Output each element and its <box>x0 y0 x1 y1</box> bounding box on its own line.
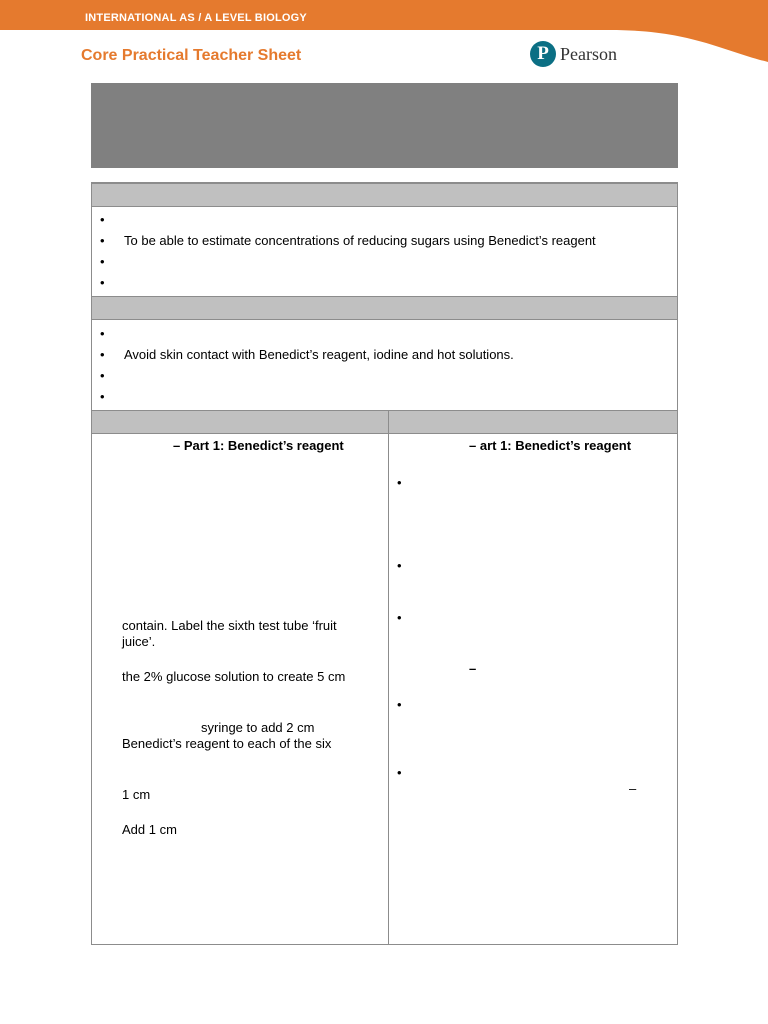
right-dash: – <box>469 661 477 676</box>
publisher-name: Pearson <box>560 44 617 64</box>
right-column-heading: – art 1: Benedict’s reagent <box>469 438 632 453</box>
safety-item <box>92 365 677 386</box>
bullet-marker: • <box>397 610 402 625</box>
sheet-title: Core Practical Teacher Sheet <box>81 47 302 64</box>
objective-item: • To be able to estimate concentrations of reducing sugars using Benedict’s reagent <box>92 230 677 251</box>
left-column-heading: – Part 1: Benedict’s reagent <box>173 438 344 453</box>
objective-item <box>92 209 677 230</box>
safety-list <box>92 323 677 407</box>
objectives-list <box>92 209 677 293</box>
bullet-marker: • <box>397 475 402 490</box>
title-banner <box>91 83 678 168</box>
right-dash: – <box>629 781 637 796</box>
safety-item <box>92 323 677 344</box>
left-step-text: contain. Label the sixth test tube ‘fruit juice’. <box>122 618 337 649</box>
series-title: INTERNATIONAL AS / A LEVEL BIOLOGY <box>85 12 307 24</box>
practical-table <box>91 182 678 945</box>
safety-item <box>92 386 677 407</box>
objectives-header <box>92 183 677 207</box>
objective-item <box>92 272 677 293</box>
safety-header <box>92 296 677 320</box>
pearson-p-icon: P <box>530 41 556 67</box>
safety-item: • Avoid skin contact with Benedict’s reagent, iodine and hot solutions. <box>92 344 677 365</box>
column-divider <box>388 410 389 945</box>
left-step-text: Benedict’s reagent to each of the six <box>122 736 332 751</box>
procedure-header <box>92 410 677 434</box>
objective-item <box>92 251 677 272</box>
bullet-marker: • <box>397 558 402 573</box>
bullet-marker: • <box>397 697 402 712</box>
pearson-logo <box>530 41 630 71</box>
left-step-text: the 2% glucose solution to create 5 cm <box>122 669 346 684</box>
left-step-text: Add 1 cm <box>122 822 177 837</box>
bullet-marker: • <box>397 765 402 780</box>
left-step-text: 1 cm <box>122 787 151 802</box>
left-step-text: syringe to add 2 cm <box>201 720 315 735</box>
